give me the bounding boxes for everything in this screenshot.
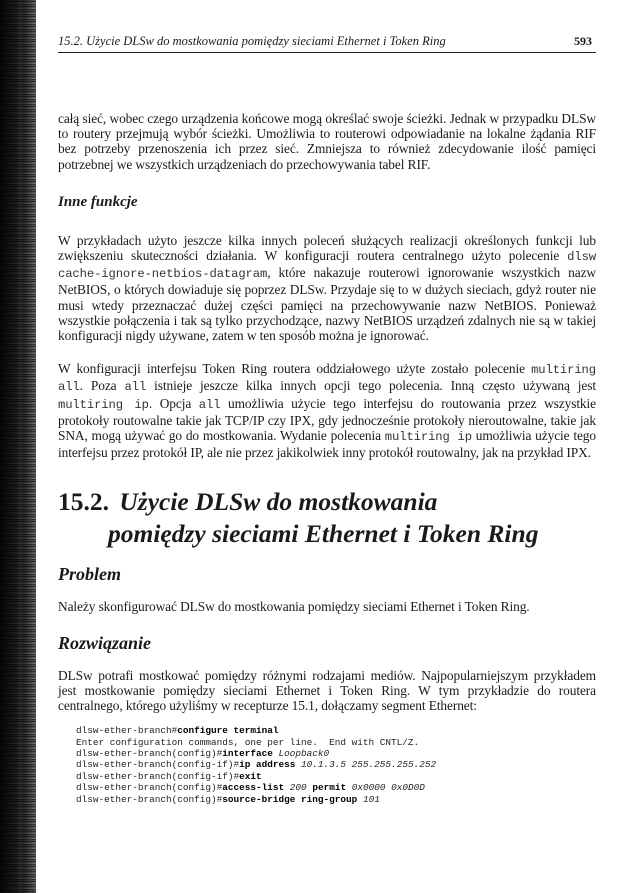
chapter-number: 15.2.	[58, 487, 109, 517]
paragraph-multiring	[58, 361, 596, 460]
code-command: ip address	[239, 759, 296, 771]
code-argument: 10.1.3.5 255.255.255.252	[295, 759, 437, 771]
heading-problem: Problem	[58, 564, 121, 585]
code-argument: 200	[284, 782, 313, 794]
chapter-title-line2: pomiędzy sieciami Ethernet i Token Ring	[108, 519, 539, 549]
code-line	[76, 782, 596, 793]
text-run: . Opcja	[148, 395, 199, 411]
text-run: umożliwia użycie tego interfejsu do routowania przez wszystkie protokoły routowalne takie jak TCP/IP czy IPX, gdy jednocześnie protokoły nieroutowalne, takie jak SNA, mogą używać go do mostkowania. Wydanie polecenia	[58, 395, 596, 444]
scanned-binding-edge	[0, 0, 36, 893]
code-line	[76, 771, 596, 782]
code-line	[76, 725, 596, 736]
text-run: W przykładach użyto jeszcze kilka innych poleceń służących realizacji określonych funkcji lub zwiększeniu skuteczności działania. W konfiguracji routera centralnego użyto polecenie	[58, 232, 596, 264]
code-command: interface	[222, 748, 273, 760]
book-page	[58, 30, 596, 805]
code-prompt: dlsw-ether-branch(config)#	[76, 782, 223, 794]
running-header-title: 15.2. Użycie DLSw do mostkowania pomiędzy sieciami Ethernet i Token Ring	[58, 34, 446, 48]
code-command: source-bridge ring-group	[222, 793, 358, 805]
inline-code: multiring ip	[58, 397, 149, 412]
code-prompt: dlsw-ether-branch(config-if)#	[76, 759, 240, 771]
inline-code: multiring ip	[384, 430, 472, 445]
code-command: permit	[312, 782, 347, 794]
paragraph-netbios	[58, 233, 596, 343]
text-run: W konfiguracji interfejsu Token Ring routera oddziałowego użyte zostało polecenie	[58, 361, 532, 377]
text-run: umożliwia użycie tego interfejsu przez protokół IP, ale nie przez jakikolwiek inny protokół routowalny, jak na przykład IPX.	[58, 428, 596, 461]
chapter-title	[58, 486, 596, 550]
code-line	[76, 794, 596, 805]
code-output: Enter configuration commands, one per line. End with CNTL/Z.	[76, 736, 420, 748]
code-argument: 0x0000 0x0D0D	[346, 782, 425, 794]
code-argument: 101	[357, 793, 380, 805]
code-command: exit	[239, 770, 262, 782]
paragraph-solution: DLSw potrafi mostkować pomiędzy różnymi rodzajami mediów. Najpopularniejszym przykładem jest mostkowanie pomiędzy sieciami Ethernet i Token Ring. W tym przykładzie do routera centralnego, którego użyliśmy w recepturze 15.1, dołączamy segment Ethernet:	[58, 667, 596, 714]
code-prompt: dlsw-ether-branch(config)#	[76, 793, 223, 805]
subheading-inne-funkcje: Inne funkcje	[58, 193, 138, 210]
inline-code: multiring all	[58, 363, 596, 395]
paragraph-rif: całą sieć, wobec czego urządzenia końcowe mogą określać swoje ścieżki. Jednak w przypadku DLSw to routery przejmują wybór ścieżki. Umożliwia to routerowi odpowiadanie na lokalne żądania RIF bez potrzeby przenoszenia ich przez sieć. Zmniejsza to również zdecydowanie ilość pamięci potrzebnej we wszystkich urządzeniach do przechowywania tabel RIF.	[58, 111, 596, 172]
code-prompt: dlsw-ether-branch#	[76, 725, 178, 737]
text-run: , które nakazuje routerowi ignorowanie wszystkich nazw NetBIOS, o których dowiaduje się poprzez DLSw. Przydaje się to w dużych sieciach, gdyż router nie musi wtedy przeznaczać dużej części pamięci na przechowywanie nazw NetBIOS. Ponieważ wszystkie połączenia i tak są tylko przychodzące, nazwy NetBIOS urządzeń zdalnych nie są w takiej konfiguracji nigdy używane, zatem w ten sposób można je ignorować.	[58, 265, 596, 344]
running-header	[58, 30, 596, 53]
code-prompt: dlsw-ether-branch(config-if)#	[76, 770, 240, 782]
heading-solution: Rozwiązanie	[58, 632, 152, 653]
chapter-title-line1: Użycie DLSw do mostkowania	[119, 487, 438, 517]
code-command: configure terminal	[177, 725, 279, 737]
paragraph-problem: Należy skonfigurować DLSw do mostkowania pomiędzy sieciami Ethernet i Token Ring.	[58, 599, 530, 615]
text-run: istnieje jeszcze kilka innych opcji tego polecenia. Inną często używaną jest	[146, 378, 597, 394]
code-line	[76, 737, 596, 748]
code-command: access-list	[222, 782, 285, 794]
inline-code: dlsw cache-ignore-netbios-datagram	[58, 250, 596, 282]
inline-code: all	[124, 380, 147, 395]
code-prompt: dlsw-ether-branch(config)#	[76, 748, 223, 760]
inline-code: all	[198, 397, 221, 412]
text-run: . Poza	[79, 378, 125, 394]
code-line	[76, 759, 596, 770]
code-argument: Loopback0	[272, 748, 330, 760]
page-number: 593	[574, 34, 592, 48]
code-listing	[58, 725, 596, 805]
code-line	[76, 748, 596, 759]
